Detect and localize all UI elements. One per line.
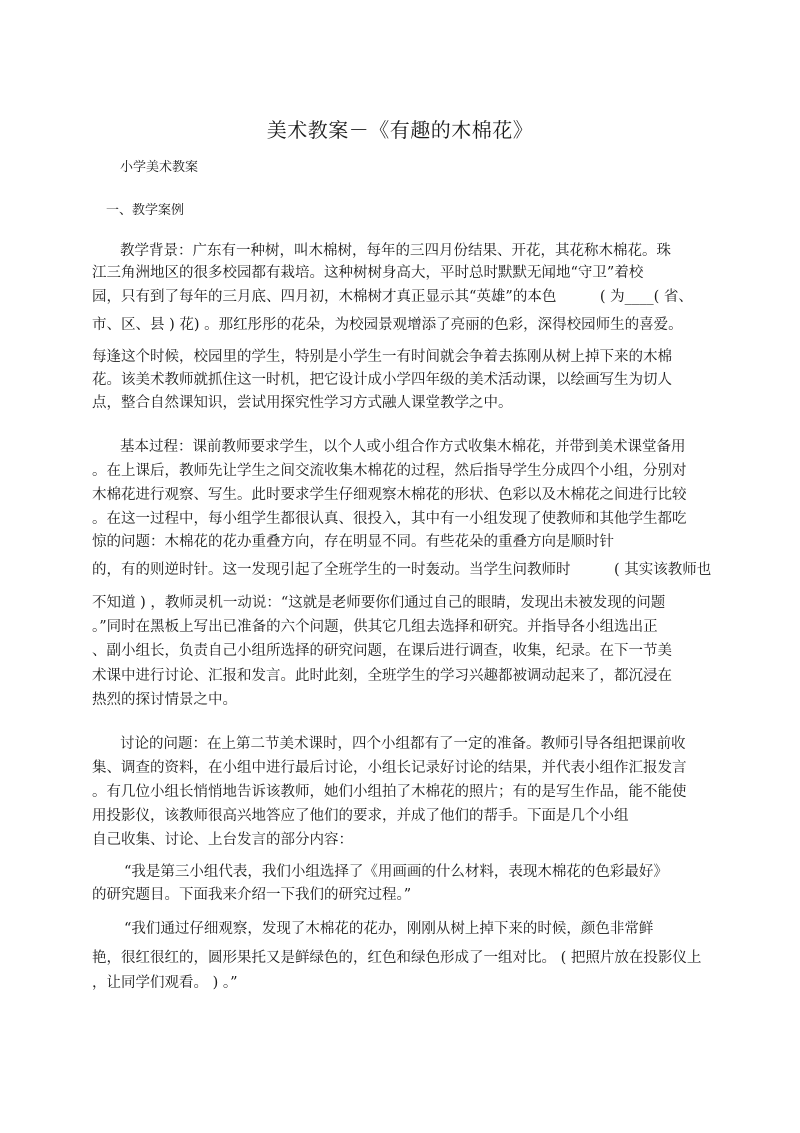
paragraph-line: 集、调查的资料，在小组中进行最后讨论，小组长记录好讨论的结果，并代表小组作汇报发言: [92, 760, 687, 776]
paragraph-line: 的研究题目。下面我来介绍一下我们的研究过程。”: [92, 887, 412, 903]
paragraph-line: 点，整合自然课知识，尝试用探究性学习方式融人课堂教学之中。: [92, 395, 513, 411]
paragraph-line: 自己收集、讨论、上台发言的部分内容：: [92, 832, 353, 848]
paragraph-line: 江三角洲地区的很多校园都有栽培。这种树树身高大，平时总时默默无闻地“守卫”着校: [92, 265, 644, 281]
paragraph-line: 不知道 ) ，教师灵机一动说：“这就是老师要你们通过自己的眼睛，发现出未被发现的问题: [92, 595, 666, 611]
paragraph-line: 、副小组长，负责自己小组所选择的研究问题，在课后进行调查，收集，纪录。在下一节美: [92, 643, 672, 659]
paragraph-line: 基本过程：课前教师要求学生，以个人或小组合作方式收集木棉花，并带到美术课堂备用: [120, 439, 686, 455]
paragraph-line: 每逢这个时候，校园里的学生，特别是小学生一有时间就会争着去拣刚从树上掉下来的木棉: [92, 349, 672, 365]
paragraph-line: 。在上课后，教师先让学生之间交流收集木棉花的过程，然后指导学生分成四个小组，分别对: [92, 463, 687, 479]
document-title: 美术教案－《有趣的木棉花》: [266, 118, 534, 142]
paragraph-line: 木棉花进行观察、写生。此时要求学生仔细观察木棉花的形状、色彩以及木棉花之间进行比较: [92, 487, 687, 503]
paragraph-line: 术课中进行讨论、汇报和发言。此时此刻，全班学生的学习兴趣都被调动起来了，都沉浸在: [92, 668, 672, 684]
paragraph-line: 热烈的探讨情景之中。: [92, 692, 237, 708]
paragraph-line: “我们通过仔细观察，发现了木棉花的花办，刚刚从树上掉下来的时候，颜色非常鲜: [124, 921, 654, 937]
paragraph-line: ，让同学们观看。 ) 。”: [92, 975, 238, 991]
paragraph-line: 花。该美术教师就抓住这一时机，把它设计成小学四年级的美术活动课，以绘画写生为切人: [92, 372, 672, 388]
document-subtitle: 小学美术教案: [120, 160, 199, 175]
paragraph-line: 的，有的则逆时针。这一发现引起了全班学生的一时轰动。当学生问教师时 ( 其实该教师也: [92, 562, 712, 578]
paragraph-line: “我是第三小组代表，我们小组选择了《用画画的什么材料，表现木棉花的色彩最好》: [124, 864, 668, 880]
paragraph-line: 园，只有到了每年的三月底、四月初，木棉树才真正显示其“英雄”的本色 ( 为____( 省、: [92, 289, 693, 305]
paragraph-line: 。有几位小组长悄悄地告诉该教师，她们小组拍了木棉花的照片；有的是写生作品，能不能使: [92, 784, 687, 800]
paragraph-line: 讨论的问题：在上第二节美术课时，四个小组都有了一定的准备。教师引导各组把课前收: [120, 736, 686, 752]
paragraph-line: 市、区、县 ) 花) 。那红彤彤的花朵，为校园景观增添了亮丽的色彩，深得校园师生的喜爱。: [92, 317, 683, 333]
paragraph-line: 。在这一过程中，每小组学生都很认真、很投入，其中有一小组发现了使教师和其他学生都吃: [92, 511, 687, 527]
paragraph-line: 教学背景：广东有一种树，叫木棉树，每年的三四月份结果、开花，其花称木棉花。珠: [120, 243, 671, 259]
paragraph-line: 用投影仪，该教师很高兴地答应了他们的要求，并成了他们的帮手。下面是几个小组: [92, 808, 629, 824]
paragraph-line: 艳，很红很红的，圆形果托又是鲜绿色的，红色和绿色形成了一组对比。 ( 把照片放在投影仪上: [92, 950, 702, 966]
paragraph-line: 惊的问题：木棉花的花办重叠方向，存在明显不同。有些花朵的重叠方向是顺时针: [92, 534, 614, 550]
paragraph-line: 。”同时在黑板上写出已准备的六个问题，供其它几组去选择和研究。并指导各小组选出正: [92, 619, 658, 635]
section-heading: 一、教学案例: [106, 203, 185, 218]
